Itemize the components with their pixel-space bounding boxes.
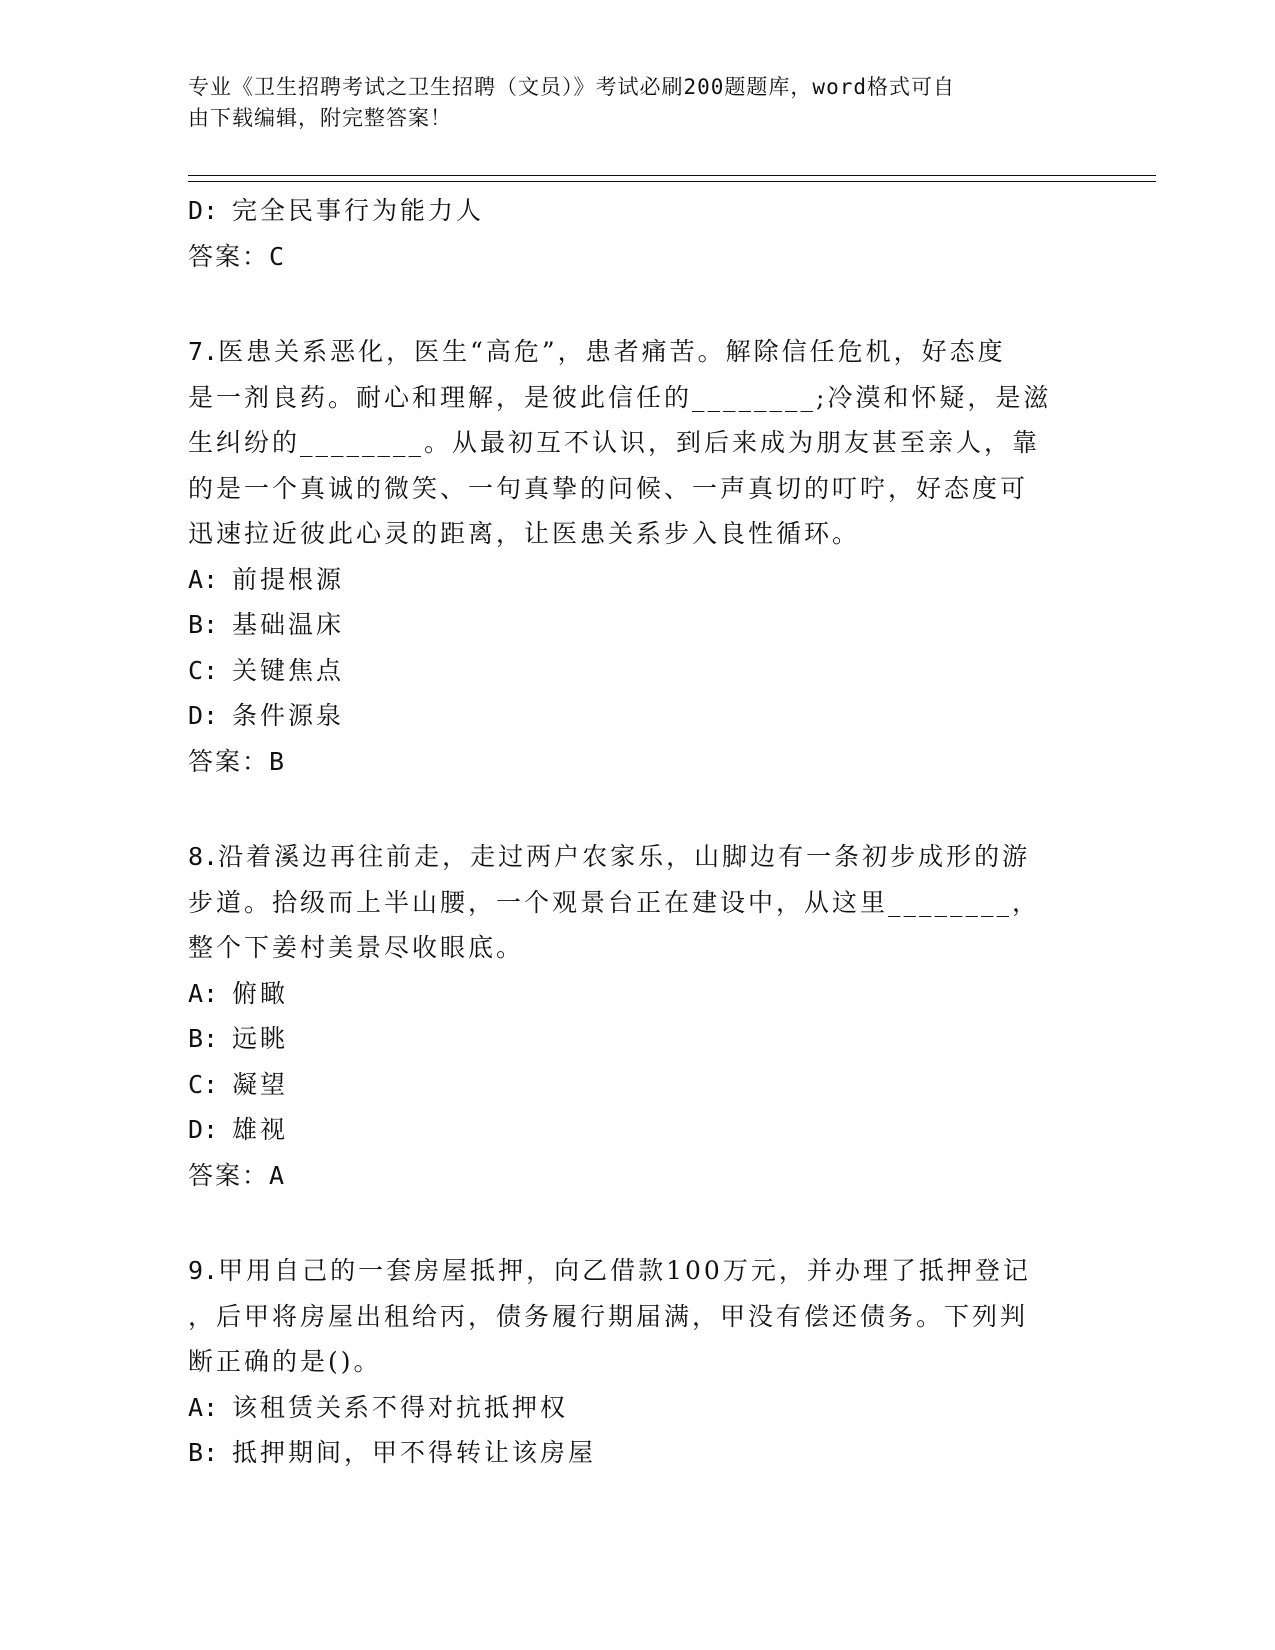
answer-value: C <box>269 241 287 271</box>
option-text: 雄视 <box>232 1115 289 1144</box>
option-key: B: <box>188 1438 219 1467</box>
answer-line <box>188 1153 1068 1199</box>
header-line-2: 由下载编辑，附完整答案！ <box>188 106 452 130</box>
option-key: C: <box>188 655 219 685</box>
answer-value: A <box>269 1160 287 1190</box>
option-text: 远眺 <box>232 1024 289 1053</box>
option-c <box>188 648 1068 694</box>
question-stem-line: 9.甲用自己的一套房屋抵押，向乙借款100万元，并办理了抵押登记 <box>188 1256 1031 1285</box>
header-divider-top <box>188 175 1156 176</box>
option-key: A: <box>188 1392 219 1422</box>
question-stem-line: 7.医患关系恶化，医生“高危”，患者痛苦。解除信任危机，好态度 <box>188 337 1006 366</box>
question-stem-line: 是一剂良药。耐心和理解，是彼此信任的________;冷漠和怀疑，是滋 <box>188 382 1052 412</box>
question-stem-line: 的是一个真诚的微笑、一句真挚的问候、一声真切的叮咛，好态度可 <box>188 473 1029 503</box>
option-text: 该租赁关系不得对抗抵押权 <box>232 1392 569 1422</box>
option-key: A: <box>188 564 219 594</box>
option-a <box>188 1385 1068 1431</box>
option-key: B: <box>188 1024 219 1053</box>
question-stem-line: 生纠纷的________。从最初互不认识，到后来成为朋友甚至亲人，靠 <box>188 428 1041 457</box>
question-9 <box>188 1248 1068 1476</box>
option-b <box>188 602 1068 648</box>
header-divider-bottom <box>188 181 1156 182</box>
option-a <box>188 557 1068 603</box>
option-text: 俯瞰 <box>232 978 289 1008</box>
option-key: D: <box>188 1115 219 1144</box>
option-c <box>188 1062 1068 1108</box>
question-7 <box>188 329 1068 784</box>
question-stem-line: 迅速拉近彼此心灵的距离，让医患关系步入良性循环。 <box>188 519 861 548</box>
option-text: 凝望 <box>232 1069 289 1099</box>
option-a <box>188 971 1068 1017</box>
option-text: 基础温床 <box>232 610 345 639</box>
question-stem-line: 整个下姜村美景尽收眼底。 <box>188 933 525 962</box>
option-key: C: <box>188 1069 219 1099</box>
option-d <box>188 1107 1068 1153</box>
option-text: 条件源泉 <box>232 701 345 730</box>
question-number: 8. <box>188 842 219 871</box>
answer-line <box>188 234 1068 280</box>
option-text: 关键焦点 <box>232 655 345 685</box>
answer-value: B <box>269 746 287 776</box>
question-number: 9. <box>188 1256 219 1285</box>
question-stem-line: 步道。拾级而上半山腰，一个观景台正在建设中，从这里________， <box>188 887 1041 917</box>
option-text: 抵押期间，甲不得转让该房屋 <box>232 1438 597 1467</box>
question-stem-line: 8.沿着溪边再往前走，走过两户农家乐，山脚边有一条初步成形的游 <box>188 842 1031 871</box>
question-number: 7. <box>188 337 219 366</box>
document-body <box>188 188 1068 1476</box>
document-header <box>188 72 1088 134</box>
option-text: 前提根源 <box>232 564 345 594</box>
option-key: D: <box>188 196 219 225</box>
answer-label: 答案： <box>188 746 270 776</box>
question-8 <box>188 834 1068 1198</box>
answer-line <box>188 739 1068 785</box>
header-line-1: 专业《卫生招聘考试之卫生招聘（文员）》考试必刷200题题库，word格式可自 <box>188 75 955 99</box>
question-stem-line: ，后甲将房屋出租给丙，债务履行期届满，甲没有偿还债务。下列判 <box>188 1301 1029 1331</box>
option-b <box>188 1430 1068 1476</box>
option-key: D: <box>188 701 219 730</box>
answer-label: 答案： <box>188 1160 270 1190</box>
option-b <box>188 1016 1068 1062</box>
option-key: B: <box>188 610 219 639</box>
option-d <box>188 693 1068 739</box>
answer-label: 答案： <box>188 241 270 271</box>
option-d <box>188 188 1068 234</box>
question-stem-line: 断正确的是()。 <box>188 1347 382 1376</box>
option-text: 完全民事行为能力人 <box>232 196 485 225</box>
option-key: A: <box>188 978 219 1008</box>
